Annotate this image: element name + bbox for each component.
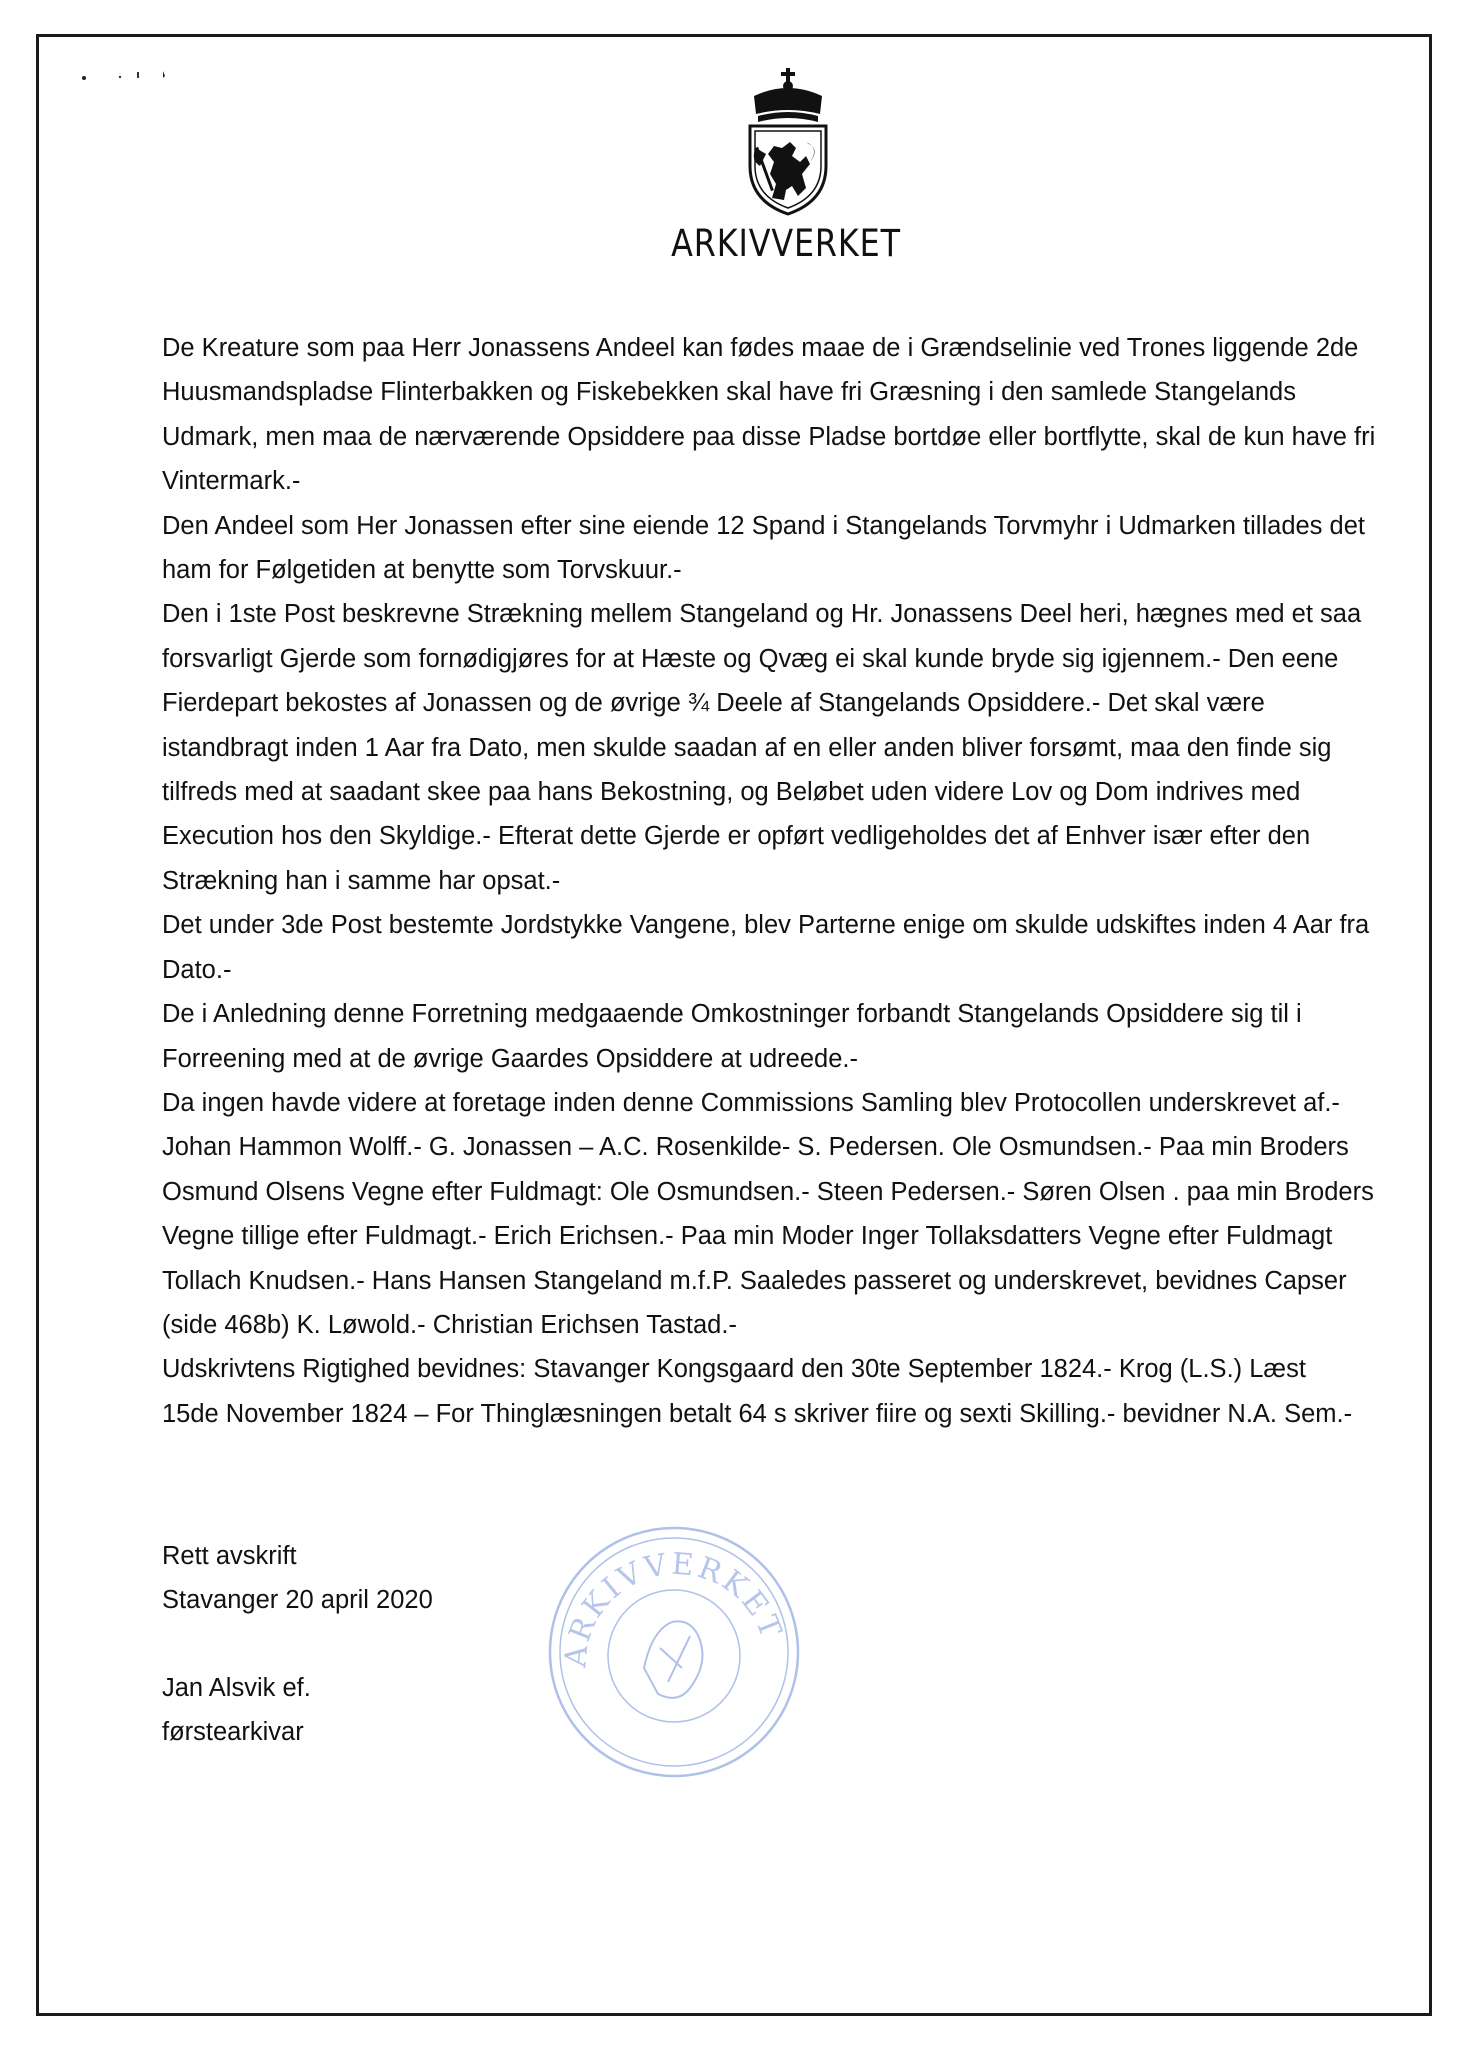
body-line: Johan Hammon Wolff.- G. Jonassen – A.C. Rosenkilde- S. Pedersen. Ole Osmundsen.- Paa min Broders: [162, 1133, 1349, 1162]
body-line: Execution hos den Skyldige.- Efterat dette Gjerde er opført vedligeholdes det af Enhver især efter den: [162, 822, 1311, 851]
body-line: Udskrivtens Rigtighed bevidnes: Stavanger Kongsgaard den 30te September 1824.- Krog (L.S.) Læst: [162, 1355, 1306, 1384]
place-date: Stavanger 20 april 2020: [162, 1586, 433, 1614]
body-line: De Kreature som paa Herr Jonassens Andeel kan fødes maae de i Grændselinie ved Trones liggende 2de: [162, 334, 1359, 362]
certified-copy-label: Rett avskrift: [162, 1542, 297, 1570]
transcription-body: [162, 326, 1412, 1436]
body-line: De i Anledning denne Forretning medgaaende Omkostninger forbandt Stangelands Opsiddere sig til i: [162, 1000, 1302, 1029]
body-line: Tollach Knudsen.- Hans Hansen Stangeland m.f.P. Saaledes passeret og underskrevet, bevidnes Capser: [162, 1266, 1347, 1295]
signer-name: Jan Alsvik ef.: [162, 1674, 311, 1702]
body-line: Huusmandspladse Flinterbakken og Fiskebekken skal have fri Græsning i den samlede Stangelands: [162, 378, 1296, 407]
seal-text: ARKIVVERKET: [558, 1546, 789, 1669]
certification-block: [162, 1534, 433, 1622]
scan-marks: [80, 66, 170, 86]
body-line: Den i 1ste Post beskrevne Strækning mellem Stangeland og Hr. Jonassens Deel heri, hægnes med et saa: [162, 600, 1362, 629]
body-line: 15de November 1824 – For Thinglæsningen betalt 64 s skriver fiire og sexti Skilling.- bevidner N.A. Sem.-: [162, 1399, 1353, 1428]
body-line: Da ingen havde videre at foretage inden denne Commissions Samling blev Protocollen underskrevet af.-: [162, 1088, 1340, 1117]
body-line: tilfreds med at saadant skee paa hans Bekostning, og Beløbet uden videre Lov og Dom indrives med: [162, 778, 1301, 807]
body-line: Den Andeel som Her Jonassen efter sine eiende 12 Spand i Stangelands Torvmyhr i Udmarken tillades det: [162, 511, 1365, 540]
signature-block: [162, 1666, 311, 1754]
svg-text:ARKIVVERKET: [558, 1547, 789, 1670]
body-line: Vintermark.-: [162, 467, 301, 496]
body-line: forsvarligt Gjerde som fornødigjøres for at Hæste og Qvæg ei skal kunde bryde sig igjennem.- Den eene: [162, 644, 1339, 673]
body-line: Forreening med at de øvrige Gaardes Opsiddere at udreede.-: [162, 1044, 858, 1073]
body-line: Vegne tillige efter Fuldmagt.- Erich Erichsen.- Paa min Moder Inger Tollaksdatters Vegne efter Fuldmagt: [162, 1222, 1333, 1251]
body-line: Osmund Olsens Vegne efter Fuldmagt: Ole Osmundsen.- Steen Pedersen.- Søren Olsen . paa min Broders: [162, 1177, 1374, 1206]
body-line: Det under 3de Post bestemte Jordstykke Vangene, blev Parterne enige om skulde udskiftes inden 4 Aar fra: [162, 911, 1370, 940]
body-line: Dato.-: [162, 955, 232, 984]
archive-seal-stamp: [540, 1518, 808, 1786]
body-line: Fierdepart bekostes af Jonassen og de øvrige ¾ Deele af Stangelands Opsiddere.- Det skal være: [162, 689, 1265, 718]
signer-title: førstearkivar: [162, 1718, 304, 1746]
norwegian-coat-of-arms-icon: [740, 66, 836, 218]
body-line: Strækning han i samme har opsat.-: [162, 866, 561, 895]
body-line: (side 468b) K. Løwold.- Christian Erichsen Tastad.-: [162, 1310, 737, 1339]
body-line: ham for Følgetiden at benytte som Torvskuur.-: [162, 556, 682, 585]
body-line: istandbragt inden 1 Aar fra Dato, men skulde saadan af en eller anden bliver forsømt, maa den finde sig: [162, 733, 1332, 762]
body-line: Udmark, men maa de nærværende Opsiddere paa disse Pladse bortdøe eller bortflytte, skal de kun have fri: [162, 422, 1376, 451]
organization-name: ARKIVVERKET: [671, 222, 901, 265]
